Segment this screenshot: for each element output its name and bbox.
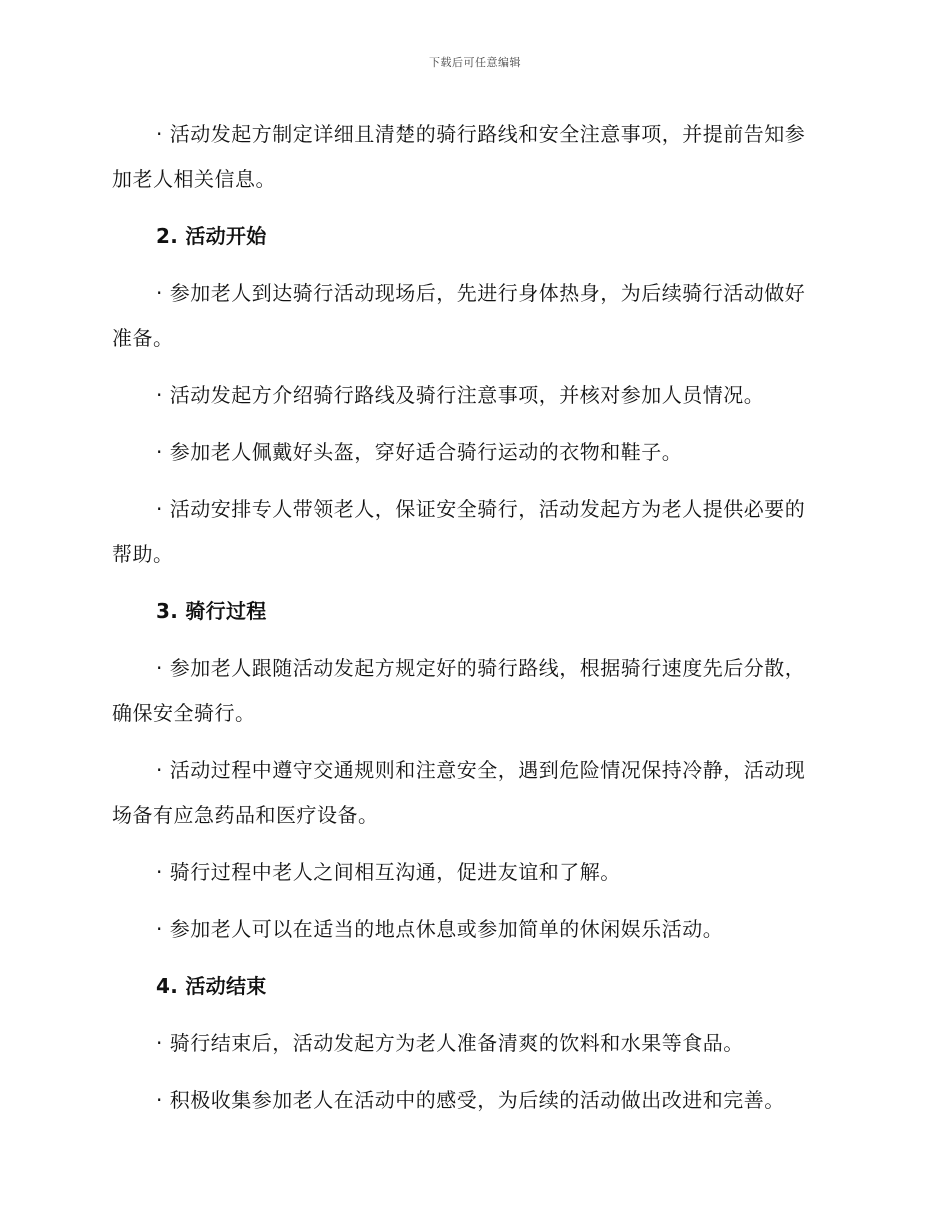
section-heading-activity-start: 2. 活动开始 <box>156 224 267 248</box>
document-body <box>112 112 822 1135</box>
paragraph-escort: · 活动安排专人带领老人，保证安全骑行，活动发起方为老人提供必要的帮助。 <box>112 497 806 566</box>
paragraph-route-briefing: · 活动发起方介绍骑行路线及骑行注意事项，并核对参加人员情况。 <box>156 383 765 407</box>
section-heading-riding-process: 3. 骑行过程 <box>156 599 267 623</box>
paragraph-rest: · 参加老人可以在适当的地点休息或参加简单的休闲娱乐活动。 <box>156 917 724 941</box>
paragraph-traffic-rules: · 活动过程中遵守交通规则和注意安全，遇到危险情况保持冷静，活动现场备有应急药品和医疗设备。 <box>112 758 806 827</box>
paragraph-route-info: · 活动发起方制定详细且清楚的骑行路线和安全注意事项，并提前告知参加老人相关信息。 <box>112 122 806 191</box>
paragraph-feedback: · 积极收集参加老人在活动中的感受，为后续的活动做出改进和完善。 <box>156 1088 785 1112</box>
paragraph-refreshments: · 骑行结束后，活动发起方为老人准备清爽的饮料和水果等食品。 <box>156 1031 744 1055</box>
paragraph-helmet: · 参加老人佩戴好头盔，穿好适合骑行运动的衣物和鞋子。 <box>156 440 683 464</box>
section-heading-activity-end: 4. 活动结束 <box>156 974 267 998</box>
page-header: 下载后可任意编辑 <box>429 56 521 69</box>
paragraph-warm-up: · 参加老人到达骑行活动现场后，先进行身体热身，为后续骑行活动做好准备。 <box>112 281 806 350</box>
paragraph-communication: · 骑行过程中老人之间相互沟通，促进友谊和了解。 <box>156 860 621 884</box>
paragraph-follow-route: · 参加老人跟随活动发起方规定好的骑行路线，根据骑行速度先后分散，确保安全骑行。 <box>112 656 806 725</box>
